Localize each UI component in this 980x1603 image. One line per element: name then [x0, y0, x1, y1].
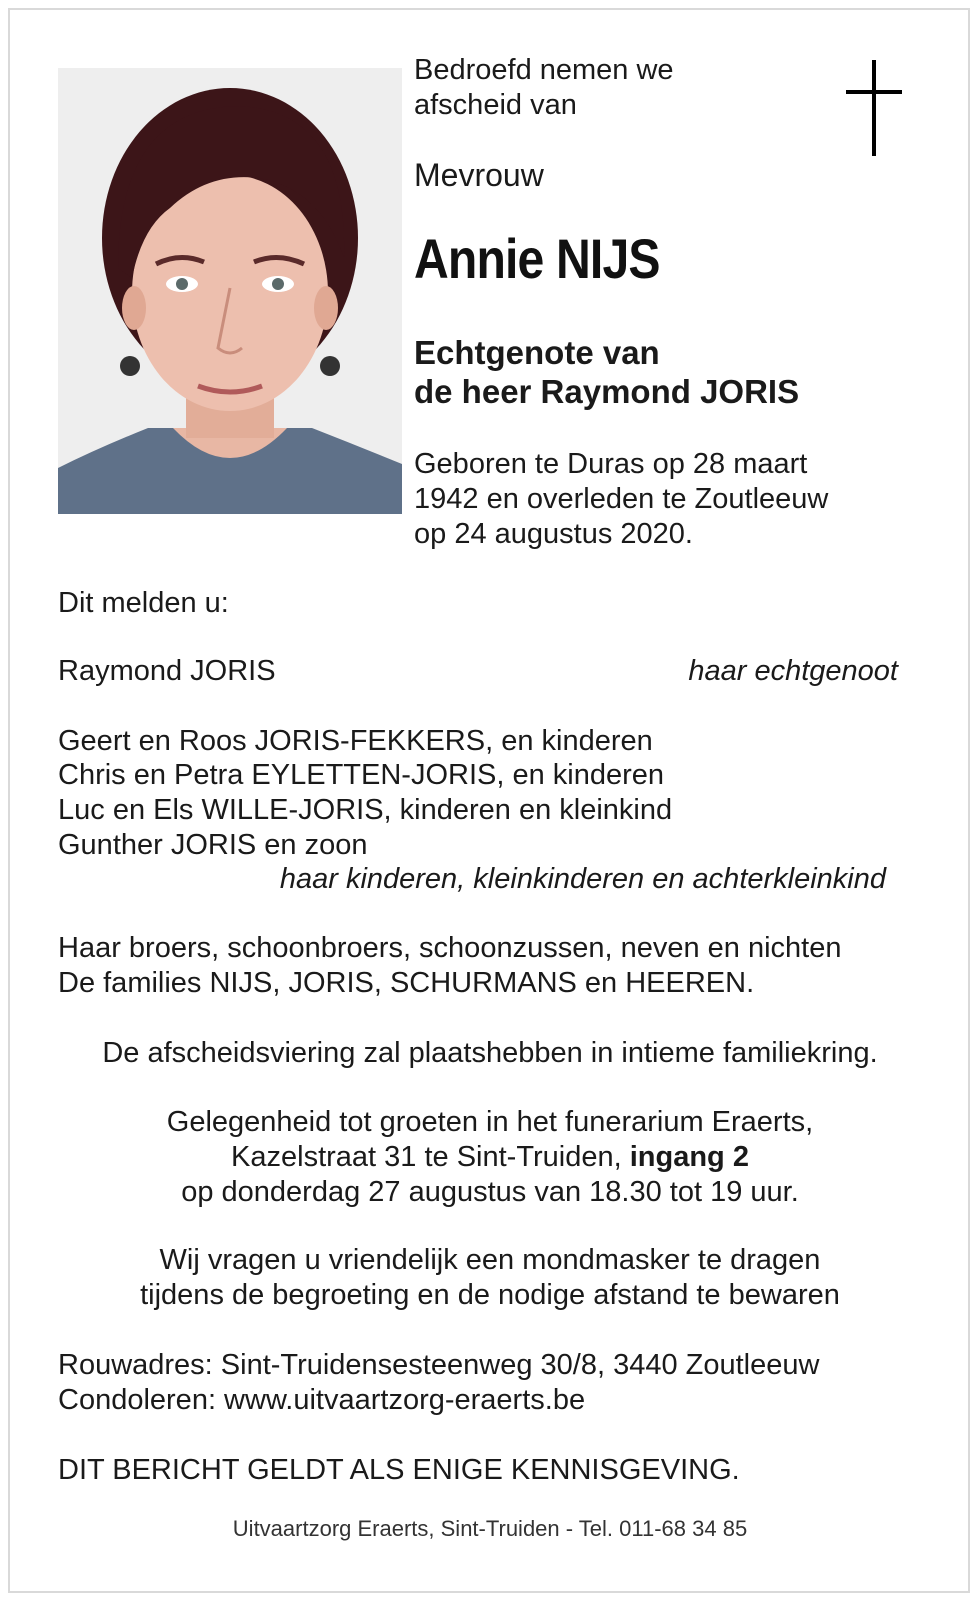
family-line: De families NIJS, JORIS, SCHURMANS en HEEREN.	[58, 967, 755, 999]
condolence-line: Condoleren: www.uitvaartzorg-eraerts.be	[58, 1384, 586, 1416]
mask-line-2: tijdens de begroeting en de nodige afstand te bewaren	[140, 1279, 840, 1311]
visit-line-2	[0, 1140, 980, 1175]
visit-line-1: Gelegenheid tot groeten in het funerarium Eraerts,	[166, 1106, 814, 1138]
child-line: Chris en Petra EYLETTEN-JORIS, en kinderen	[58, 759, 665, 791]
spouse-line-2: de heer Raymond JORIS	[414, 373, 800, 410]
ceremony-text: De afscheidsviering zal plaatshebben in intieme familiekring.	[102, 1037, 878, 1069]
husband-name: Raymond JORIS	[58, 655, 276, 687]
visit-line-3: op donderdag 27 augustus van 18.30 tot 19 uur.	[181, 1176, 799, 1208]
cross-icon	[846, 60, 902, 156]
family-line: Haar broers, schoonbroers, schoonzussen, neven en nichten	[58, 932, 842, 964]
address-line: Rouwadres: Sint-Truidensesteenweg 30/8, 3440 Zoutleeuw	[58, 1349, 820, 1381]
life-line-1: Geboren te Duras op 28 maart	[414, 448, 808, 480]
title-salutation: Mevrouw	[414, 157, 544, 193]
deceased-name: Annie NIJS	[414, 227, 660, 290]
child-line: Gunther JORIS en zoon	[58, 829, 368, 861]
child-line: Luc en Els WILLE-JORIS, kinderen en kleinkind	[58, 794, 673, 826]
footer-text: Uitvaartzorg Eraerts, Sint-Truiden - Tel. 011-68 34 85	[232, 1516, 748, 1541]
spouse-line-1: Echtgenote van	[414, 334, 660, 371]
mask-line-1: Wij vragen u vriendelijk een mondmasker te dragen	[159, 1244, 821, 1276]
notice-text: DIT BERICHT GELDT ALS ENIGE KENNISGEVING.	[58, 1454, 740, 1486]
intro-line-2: afscheid van	[414, 89, 577, 121]
visit-address: Kazelstraat 31 te Sint-Truiden,	[231, 1141, 630, 1173]
child-line: Geert en Roos JORIS-FEKKERS, en kinderen	[58, 725, 653, 757]
announcement: Dit melden u:	[58, 587, 229, 619]
visit-entrance: ingang 2	[629, 1141, 749, 1173]
life-line-3: op 24 augustus 2020.	[414, 518, 693, 550]
children-role: haar kinderen, kleinkinderen en achterkleinkind	[279, 863, 886, 895]
life-line-2: 1942 en overleden te Zoutleeuw	[414, 483, 829, 515]
intro-line-1: Bedroefd nemen we	[414, 54, 674, 86]
portrait-photo	[58, 68, 402, 514]
husband-role: haar echtgenoot	[688, 655, 898, 687]
